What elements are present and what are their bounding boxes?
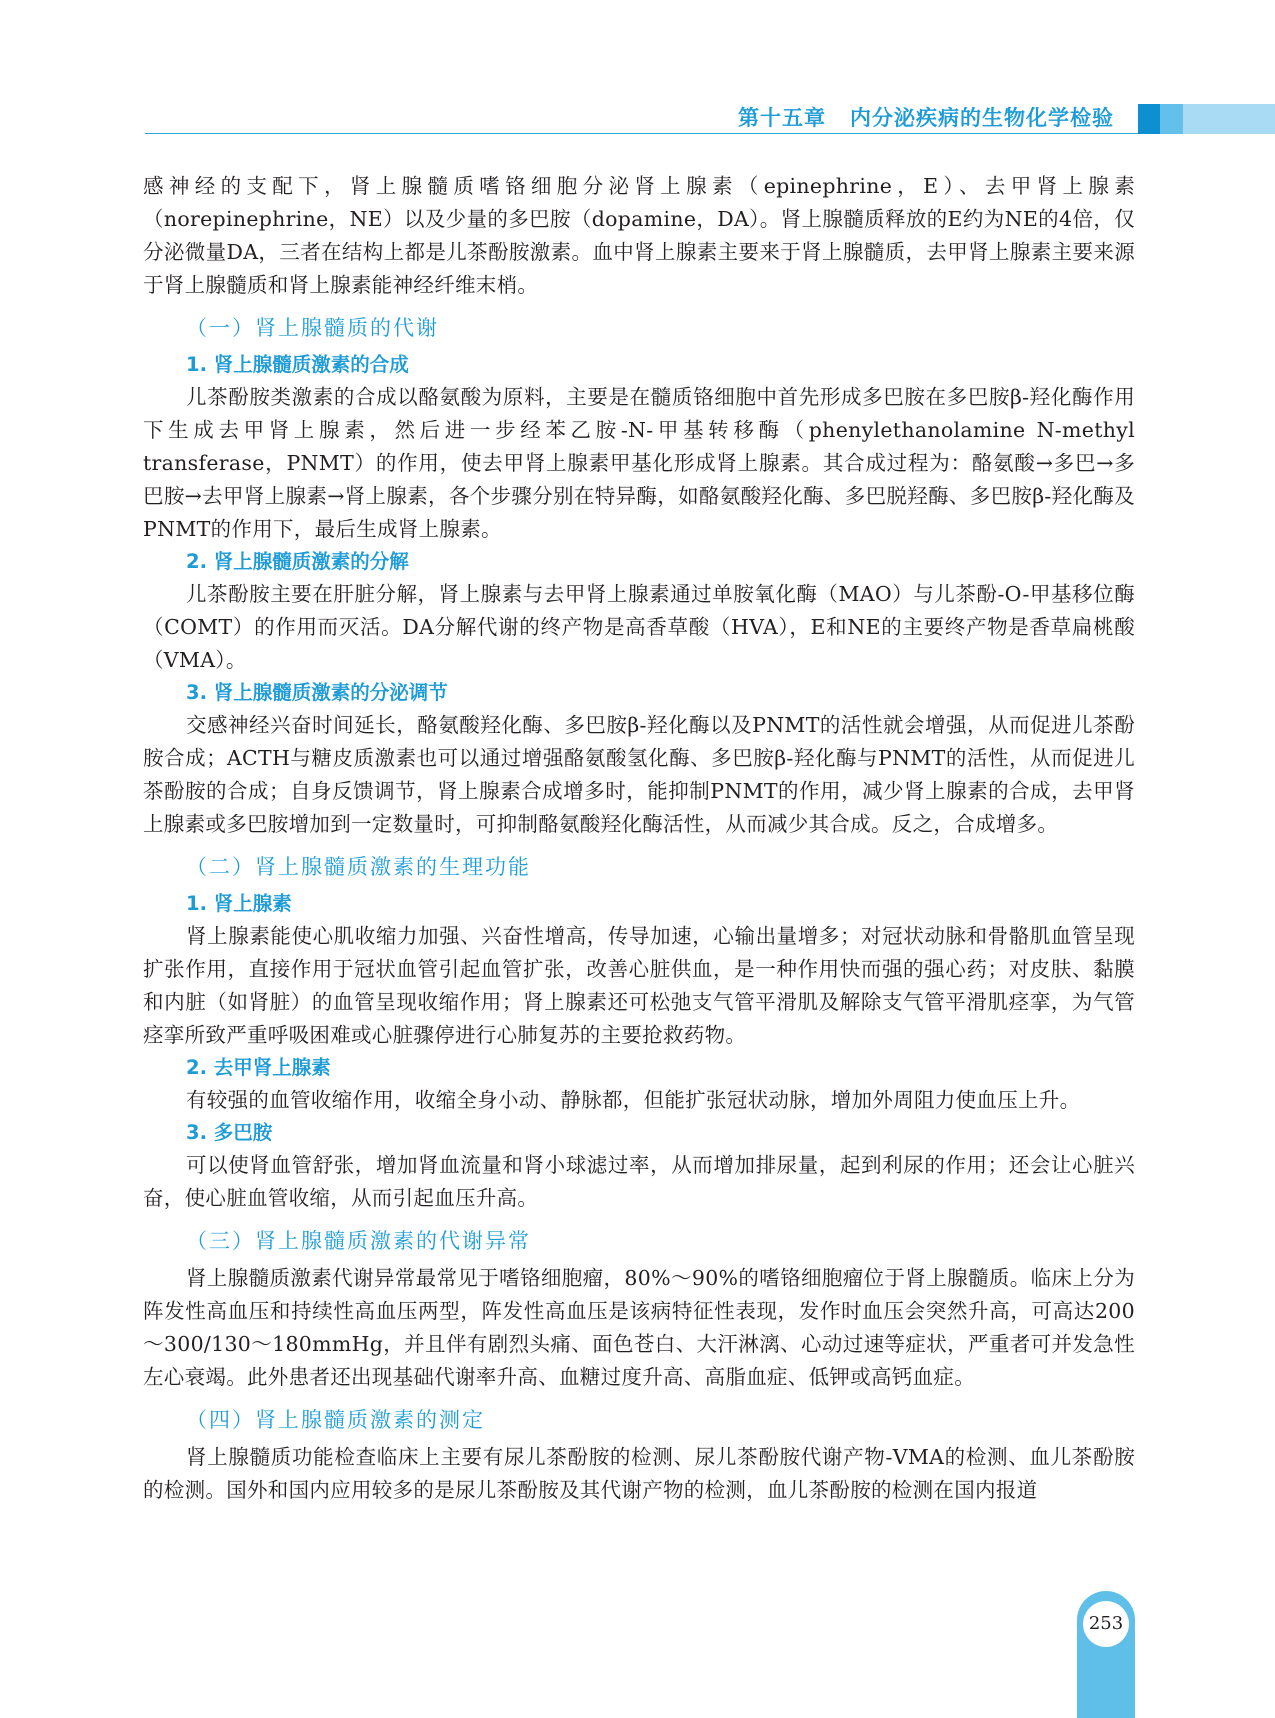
header-rule (145, 133, 1140, 134)
section-heading-1: （一）肾上腺髓质的代谢 (186, 316, 439, 340)
paragraph-regulation: 交感神经兴奋时间延长，酪氨酸羟化酶、多巴胺β-羟化酶以及PNMT的活性就会增强，从而促进儿茶酚胺合成；ACTH与糖皮质激素也可以通过增强酪氨酸氢化酶、多巴胺β-羟化酶与PNMT的活性，从而促进儿茶酚胺的合成；自身反馈调节，肾上腺素合成增多时，能抑制PNMT的作用，减少肾上腺素的合成，去甲肾上腺素或多巴胺增加到一定数量时，可抑制酪氨酸羟化酶活性，从而减少其合成。反之，合成增多。 (143, 713, 1135, 836)
subheading-dopamine: 3. 多巴胺 (186, 1121, 273, 1144)
chapter-title: 内分泌疾病的生物化学检验 (850, 106, 1114, 130)
chapter-label: 第十五章 (738, 106, 826, 130)
header-color-block (1138, 104, 1275, 134)
paragraph-measurement: 肾上腺髓质功能检查临床上主要有尿儿茶酚胺的检测、尿儿茶酚胺代谢产物-VMA的检测、血儿茶酚胺的检测。国外和国内应用较多的是尿儿茶酚胺及其代谢产物的检测，血儿茶酚胺的检测在国内报道 (143, 1445, 1135, 1502)
section-heading-2: （二）肾上腺髓质激素的生理功能 (186, 855, 531, 879)
subheading-synthesis: 1. 肾上腺髓质激素的合成 (186, 353, 409, 376)
section-heading-3: （三）肾上腺髓质激素的代谢异常 (186, 1229, 531, 1253)
page-body (143, 170, 1135, 1507)
subheading-epinephrine: 1. 肾上腺素 (186, 892, 292, 915)
paragraph-dopamine: 可以使肾血管舒张，增加肾血流量和肾小球滤过率，从而增加排尿量，起到利尿的作用；还会让心脏兴奋，使心脏血管收缩，从而引起血压升高。 (143, 1153, 1135, 1210)
subheading-decomposition: 2. 肾上腺髓质激素的分解 (186, 550, 409, 573)
intro-paragraph: 感神经的支配下，肾上腺髓质嗜铬细胞分泌肾上腺素（epinephrine，E）、去甲肾上腺素（norepinephrine，NE）以及少量的多巴胺（dopamine，DA）。肾上腺髓质释放的E约为NE的4倍，仅分泌微量DA，三者在结构上都是儿茶酚胺激素。血中肾上腺素主要来于肾上腺髓质，去甲肾上腺素主要来源于肾上腺髓质和肾上腺素能神经纤维末梢。 (143, 174, 1135, 297)
paragraph-decomposition: 儿茶酚胺主要在肝脏分解，肾上腺素与去甲肾上腺素通过单胺氧化酶（MAO）与儿茶酚-O-甲基移位酶（COMT）的作用而灭活。DA分解代谢的终产物是高香草酸（HVA），E和NE的主要终产物是香草扁桃酸（VMA）。 (143, 582, 1135, 672)
paragraph-epinephrine: 肾上腺素能使心肌收缩力加强、兴奋性增高，传导加速，心输出量增多；对冠状动脉和骨骼肌血管呈现扩张作用，直接作用于冠状血管引起血管扩张，改善心脏供血，是一种作用快而强的强心药；对皮肤、黏膜和内脏（如肾脏）的血管呈现收缩作用；肾上腺素还可松弛支气管平滑肌及解除支气管平滑肌痉挛，为气管痉挛所致严重呼吸困难或心脏骤停进行心肺复苏的主要抢救药物。 (143, 924, 1135, 1047)
paragraph-synthesis: 儿茶酚胺类激素的合成以酪氨酸为原料，主要是在髓质铬细胞中首先形成多巴胺在多巴胺β-羟化酶作用下生成去甲肾上腺素，然后进一步经苯乙胺-N-甲基转移酶（phenylethanolamine N-methyl transferase，PNMT）的作用，使去甲肾上腺素甲基化形成肾上腺素。其合成过程为：酪氨酸→多巴→多巴胺→去甲肾上腺素→肾上腺素，各个步骤分别在特异酶，如酪氨酸羟化酶、多巴脱羟酶、多巴胺β-羟化酶及PNMT的作用下，最后生成肾上腺素。 (143, 385, 1135, 541)
page-number: 253 (1083, 1601, 1129, 1647)
running-header (738, 102, 1114, 132)
subheading-regulation: 3. 肾上腺髓质激素的分泌调节 (186, 681, 448, 704)
paragraph-metabolic-abnormality: 肾上腺髓质激素代谢异常最常见于嗜铬细胞瘤，80%～90%的嗜铬细胞瘤位于肾上腺髓质。临床上分为阵发性高血压和持续性高血压两型，阵发性高血压是该病特征性表现，发作时血压会突然升高，可高达200～300/130～180mmHg，并且伴有剧烈头痛、面色苍白、大汗淋漓、心动过速等症状，严重者可并发急性左心衰竭。此外患者还出现基础代谢率升高、血糖过度升高、高脂血症、低钾或高钙血症。 (143, 1266, 1135, 1389)
section-heading-4: （四）肾上腺髓质激素的测定 (186, 1408, 485, 1432)
subheading-norepinephrine: 2. 去甲肾上腺素 (186, 1056, 331, 1079)
paragraph-norepinephrine: 有较强的血管收缩作用，收缩全身小动、静脉都，但能扩张冠状动脉，增加外周阻力使血压上升。 (186, 1088, 1081, 1112)
